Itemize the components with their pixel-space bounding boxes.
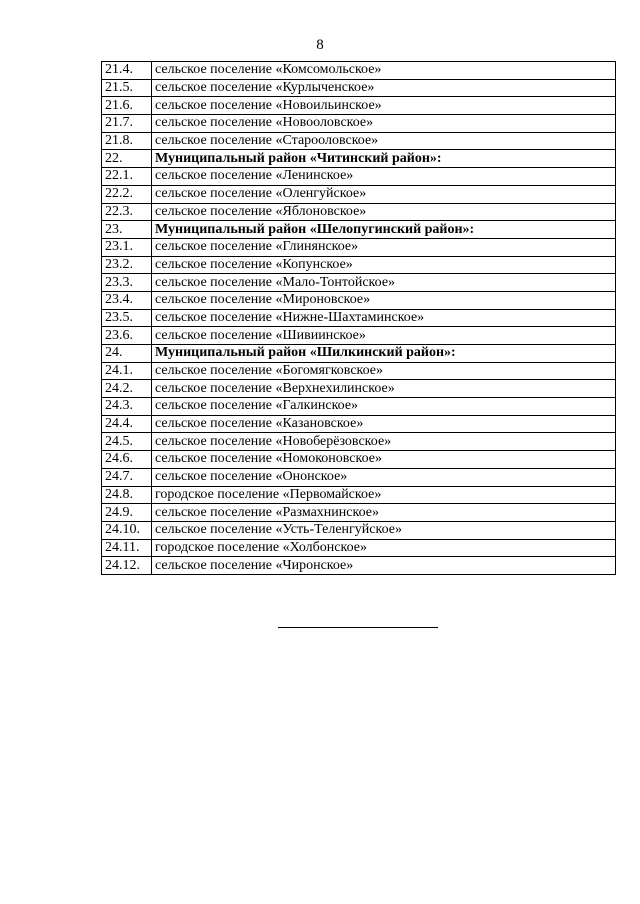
settlement-name: сельское поселение «Нижне-Шахтаминское» bbox=[152, 309, 616, 327]
row-number: 24. bbox=[102, 345, 152, 363]
table-row bbox=[102, 398, 616, 416]
settlement-name: городское поселение «Первомайское» bbox=[152, 486, 616, 504]
settlement-name: городское поселение «Холбонское» bbox=[152, 539, 616, 557]
row-number: 23.5. bbox=[102, 309, 152, 327]
row-number: 24.2. bbox=[102, 380, 152, 398]
table-row bbox=[102, 327, 616, 345]
row-number: 24.6. bbox=[102, 451, 152, 469]
table-row bbox=[102, 238, 616, 256]
settlement-name: сельское поселение «Усть-Теленгуйское» bbox=[152, 521, 616, 539]
row-number: 24.8. bbox=[102, 486, 152, 504]
settlement-name: сельское поселение «Комсомольское» bbox=[152, 62, 616, 80]
settlement-name: сельское поселение «Чиронское» bbox=[152, 557, 616, 575]
settlement-name: сельское поселение «Курлыченское» bbox=[152, 79, 616, 97]
table-row bbox=[102, 433, 616, 451]
table-row bbox=[102, 486, 616, 504]
table-row bbox=[102, 557, 616, 575]
table-row bbox=[102, 291, 616, 309]
row-number: 22.3. bbox=[102, 203, 152, 221]
table-row bbox=[102, 62, 616, 80]
row-number: 23.6. bbox=[102, 327, 152, 345]
settlement-name: сельское поселение «Новоберёзовское» bbox=[152, 433, 616, 451]
table-row bbox=[102, 132, 616, 150]
row-number: 23.3. bbox=[102, 274, 152, 292]
settlement-name: сельское поселение «Верхнехилинское» bbox=[152, 380, 616, 398]
row-number: 23. bbox=[102, 221, 152, 239]
settlement-name: сельское поселение «Оленгуйское» bbox=[152, 185, 616, 203]
settlement-name: сельское поселение «Номоконовское» bbox=[152, 451, 616, 469]
row-number: 21.6. bbox=[102, 97, 152, 115]
row-number: 22.1. bbox=[102, 168, 152, 186]
settlement-name: сельское поселение «Ленинское» bbox=[152, 168, 616, 186]
table-row bbox=[102, 203, 616, 221]
district-name: Муниципальный район «Шилкинский район»: bbox=[152, 345, 616, 363]
settlement-name: сельское поселение «Галкинское» bbox=[152, 398, 616, 416]
row-number: 23.2. bbox=[102, 256, 152, 274]
district-row bbox=[102, 345, 616, 363]
page-number: 8 bbox=[316, 37, 324, 53]
table-row bbox=[102, 79, 616, 97]
settlements-table bbox=[101, 61, 616, 575]
settlement-name: сельское поселение «Мало-Тонтойское» bbox=[152, 274, 616, 292]
settlement-name: сельское поселение «Мироновское» bbox=[152, 291, 616, 309]
table-row bbox=[102, 309, 616, 327]
settlement-name: сельское поселение «Новооловское» bbox=[152, 115, 616, 133]
row-number: 24.7. bbox=[102, 468, 152, 486]
row-number: 24.5. bbox=[102, 433, 152, 451]
table-row bbox=[102, 539, 616, 557]
row-number: 21.8. bbox=[102, 132, 152, 150]
table-row bbox=[102, 168, 616, 186]
settlements-table-body bbox=[102, 62, 616, 575]
table-row bbox=[102, 380, 616, 398]
settlement-name: сельское поселение «Казановское» bbox=[152, 415, 616, 433]
district-row bbox=[102, 221, 616, 239]
row-number: 24.12. bbox=[102, 557, 152, 575]
district-name: Муниципальный район «Шелопугинский район»: bbox=[152, 221, 616, 239]
row-number: 23.4. bbox=[102, 291, 152, 309]
settlement-name: сельское поселение «Старооловское» bbox=[152, 132, 616, 150]
table-row bbox=[102, 185, 616, 203]
table-row bbox=[102, 521, 616, 539]
settlement-name: сельское поселение «Богомягковское» bbox=[152, 362, 616, 380]
table-row bbox=[102, 362, 616, 380]
row-number: 21.5. bbox=[102, 79, 152, 97]
table-row bbox=[102, 504, 616, 522]
settlement-name: сельское поселение «Новоильинское» bbox=[152, 97, 616, 115]
table-row bbox=[102, 468, 616, 486]
row-number: 24.10. bbox=[102, 521, 152, 539]
district-name: Муниципальный район «Читинский район»: bbox=[152, 150, 616, 168]
district-row bbox=[102, 150, 616, 168]
settlement-name: сельское поселение «Яблоновское» bbox=[152, 203, 616, 221]
row-number: 24.3. bbox=[102, 398, 152, 416]
table-row bbox=[102, 97, 616, 115]
row-number: 24.11. bbox=[102, 539, 152, 557]
table-row bbox=[102, 115, 616, 133]
row-number: 23.1. bbox=[102, 238, 152, 256]
settlement-name: сельское поселение «Глинянское» bbox=[152, 238, 616, 256]
table-row bbox=[102, 256, 616, 274]
row-number: 22.2. bbox=[102, 185, 152, 203]
row-number: 21.4. bbox=[102, 62, 152, 80]
row-number: 24.1. bbox=[102, 362, 152, 380]
row-number: 22. bbox=[102, 150, 152, 168]
row-number: 24.4. bbox=[102, 415, 152, 433]
settlement-name: сельское поселение «Размахнинское» bbox=[152, 504, 616, 522]
settlement-name: сельское поселение «Копунское» bbox=[152, 256, 616, 274]
end-of-document-rule bbox=[278, 627, 438, 628]
table-row bbox=[102, 451, 616, 469]
settlement-name: сельское поселение «Шивиинское» bbox=[152, 327, 616, 345]
row-number: 21.7. bbox=[102, 115, 152, 133]
row-number: 24.9. bbox=[102, 504, 152, 522]
settlement-name: сельское поселение «Ононское» bbox=[152, 468, 616, 486]
table-row bbox=[102, 415, 616, 433]
table-row bbox=[102, 274, 616, 292]
